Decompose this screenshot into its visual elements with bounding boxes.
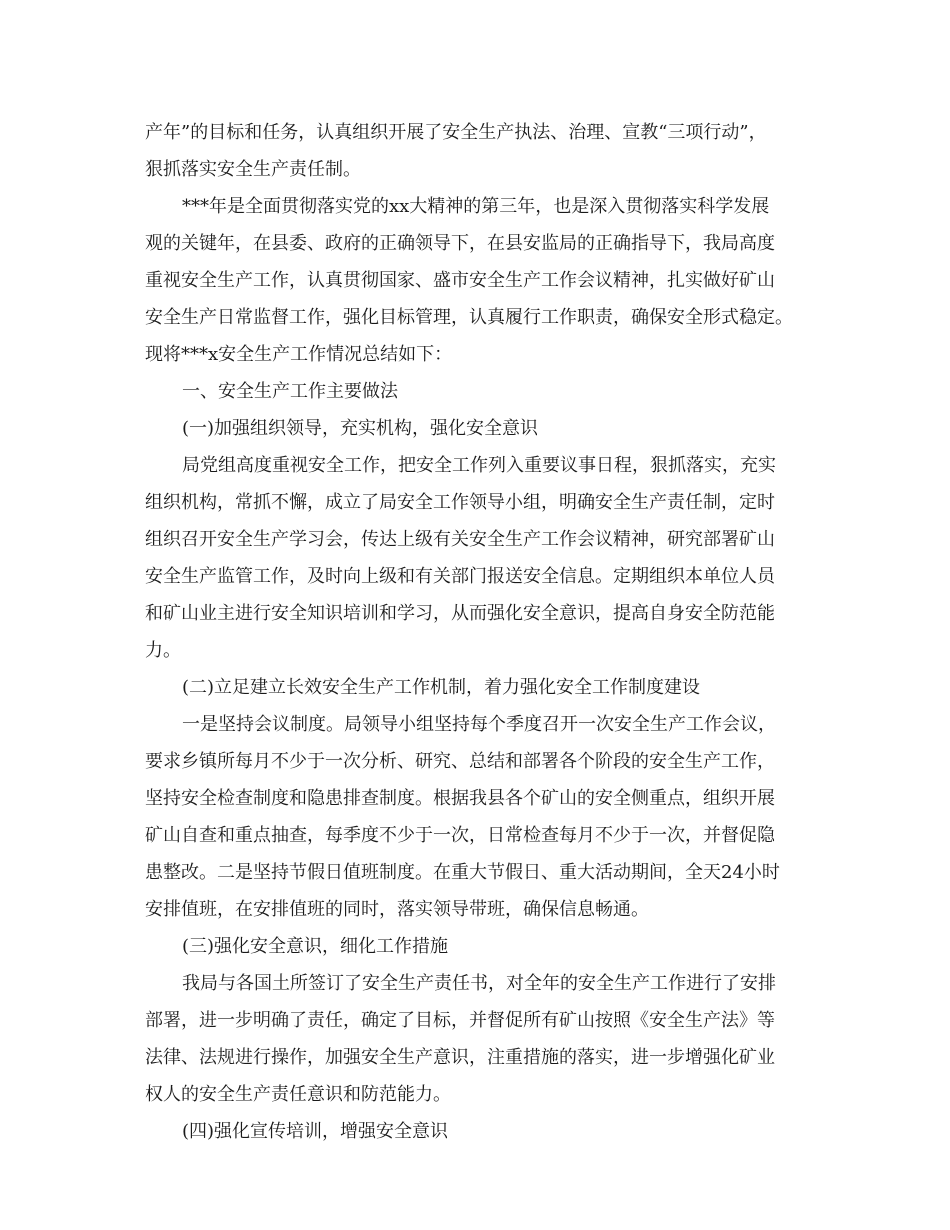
document-line: ***年是全面贯彻落实党的xx大精神的第三年，也是深入贯彻落实科学发展 <box>182 196 770 217</box>
document-line: 坚持安全检查制度和隐患排查制度。根据我县各个矿山的安全侧重点，组织开展 <box>145 788 775 809</box>
document-line: (一)加强组织领导，充实机构，强化安全意识 <box>182 418 539 439</box>
document-line: 要求乡镇所每月不少于一次分析、研究、总结和部署各个阶段的安全生产工作， <box>145 751 775 772</box>
document-line: (四)强化宣传培训，增强安全意识 <box>182 1121 449 1142</box>
document-line: 一是坚持会议制度。局领导小组坚持每个季度召开一次安全生产工作会议， <box>182 714 776 735</box>
document-line: 我局与各国土所签订了安全生产责任书，对全年的安全生产工作进行了安排 <box>182 973 776 994</box>
document-body <box>145 114 815 1150</box>
document-line: 局党组高度重视安全工作，把安全工作列入重要议事日程，狠抓落实，充实 <box>182 455 776 476</box>
document-line: (二)立足建立长效安全生产工作机制，着力强化安全工作制度建设 <box>182 677 701 698</box>
document-line: (三)强化安全意识，细化工作措施 <box>182 936 449 957</box>
document-line: 安全生产监管工作，及时向上级和有关部门报送安全信息。定期组织本单位人员 <box>145 566 775 587</box>
document-line: 力。 <box>145 640 181 661</box>
document-line: 狠抓落实安全生产责任制。 <box>145 159 361 180</box>
document-line: 安排值班，在安排值班的同时，落实领导带班，确保信息畅通。 <box>145 899 649 920</box>
document-line: 安全生产日常监督工作，强化目标管理，认真履行工作职责，确保安全形式稳定。 <box>145 307 793 328</box>
document-line: 权人的安全生产责任意识和防范能力。 <box>145 1084 451 1105</box>
document-line: 组织召开安全生产学习会，传达上级有关安全生产工作会议精神，研究部署矿山 <box>145 529 775 550</box>
document-line: 现将***x安全生产工作情况总结如下： <box>145 344 453 365</box>
document-line: 患整改。二是坚持节假日值班制度。在重大节假日、重大活动期间，全天24小时 <box>145 862 780 883</box>
document-line: 重视安全生产工作，认真贯彻国家、盛市安全生产工作会议精神，扎实做好矿山 <box>145 270 775 291</box>
document-line: 观的关键年，在县委、政府的正确领导下，在县安监局的正确指导下，我局高度 <box>145 233 775 254</box>
document-line: 法律、法规进行操作，加强安全生产意识，注重措施的落实，进一步增强化矿业 <box>145 1047 775 1068</box>
document-line: 部署，进一步明确了责任，确定了目标，并督促所有矿山按照《安全生产法》等 <box>145 1010 775 1031</box>
document-line: 和矿山业主进行安全知识培训和学习，从而强化安全意识，提高自身安全防范能 <box>145 603 775 624</box>
document-line: 组织机构，常抓不懈，成立了局安全工作领导小组，明确安全生产责任制，定时 <box>145 492 775 513</box>
document-line: 矿山自查和重点抽查，每季度不少于一次，日常检查每月不少于一次，并督促隐 <box>145 825 775 846</box>
document-line: 产年”的目标和任务，认真组织开展了安全生产执法、治理、宣教“三项行动”， <box>145 122 767 143</box>
document-line: 一、安全生产工作主要做法 <box>182 381 398 402</box>
